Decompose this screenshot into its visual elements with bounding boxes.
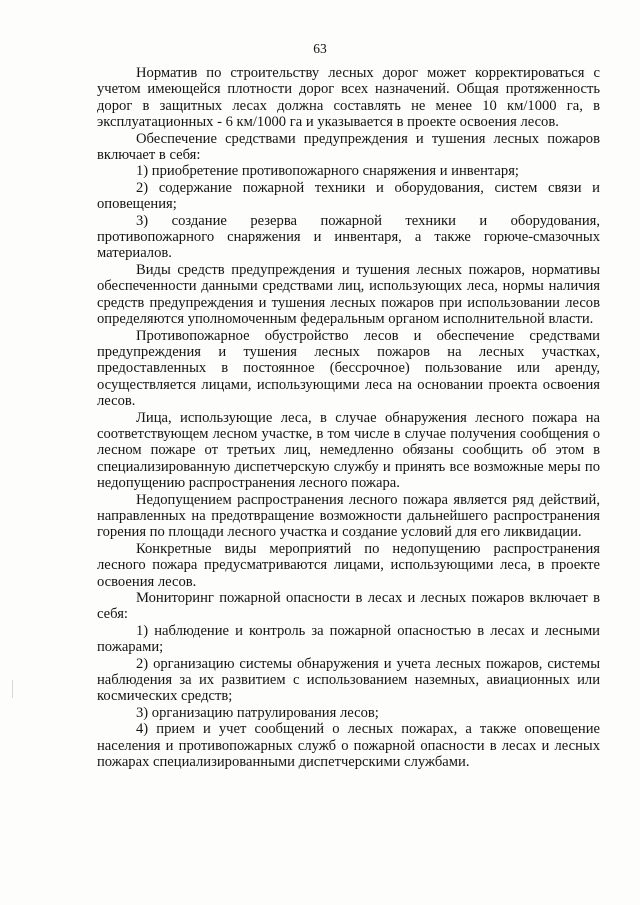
paragraph-road-norms: Норматив по строительству лесных дорог может корректироваться с учетом имеющейся плотности дорог всех назначений. Общая протяженность дорог в защитных лесах должна составлять не менее 10 км/1000 га, в эксплуатационных - 6 км/1000 га и указывается в проекте освоения лесов. [97,65,600,131]
paragraph-measures: Конкретные виды мероприятий по недопущению распространения лесного пожара предусматриваются лицами, использующими леса, в проекте освоения лесов. [97,540,600,590]
scan-margin-mark [12,680,13,698]
list-item-monitoring-2: 2) организацию системы обнаружения и учета лесных пожаров, системы наблюдения за их развитием с использованием наземных, авиационных или космических средств; [97,655,600,705]
page-number: 63 [313,41,327,56]
list-item-equipment-3: 3) создание резерва пожарной техники и оборудования, противопожарного снаряжения и инвентаря, а также горюче-смазочных материалов. [97,212,600,262]
list-item-equipment-2: 2) содержание пожарной техники и оборудования, систем связи и оповещения; [97,179,600,213]
list-item-monitoring-4: 4) прием и учет сообщений о лесных пожарах, а также оповещение населения и противопожарных служб о пожарной опасности в лесах и лесных пожарах специализированными диспетчерскими службами. [97,721,600,771]
paragraph-spread-prevention: Недопущением распространения лесного пожара является ряд действий, направленных на предотвращение возможности дальнейшего распространения горения по площади лесного участка и создание условий для его ликвидации. [97,491,600,541]
paragraph-equipment-norms: Виды средств предупреждения и тушения лесных пожаров, нормативы обеспеченности данными средствами лиц, использующих леса, нормы наличия средств предупреждения и тушения лесных пожаров при использовании лесов определяются уполномоченным федеральным органом исполнительной власти. [97,261,600,328]
paragraph-fire-detection-duty: Лица, использующие леса, в случае обнаружения лесного пожара на соответствующем лесном участке, в том числе в случае получения сообщения о лесном пожаре от третьих лиц, немедленно обязаны сообщить об этом в специализированную диспетчерскую службу и принять все возможные меры по недопущению распространения лесного пожара. [97,409,600,492]
paragraph-fire-equipment-intro: Обеспечение средствами предупреждения и тушения лесных пожаров включает в себя: [97,130,600,164]
list-item-monitoring-3: 3) организацию патрулирования лесов; [136,704,379,721]
list-item-equipment-1: 1) приобретение противопожарного снаряжения и инвентаря; [136,163,519,180]
paragraph-fire-arrangement: Противопожарное обустройство лесов и обеспечение средствами предупреждения и тушения лесных пожаров на лесных участках, предоставленных в постоянное (бессрочное) пользование или аренду, осуществляется лицами, использующими леса на основании проекта освоения лесов. [97,327,600,410]
list-item-monitoring-1: 1) наблюдение и контроль за пожарной опасностью в лесах и лесными пожарами; [97,622,600,656]
paragraph-monitoring-intro: Мониторинг пожарной опасности в лесах и лесных пожаров включает в себя: [97,590,600,623]
document-body [97,65,600,770]
